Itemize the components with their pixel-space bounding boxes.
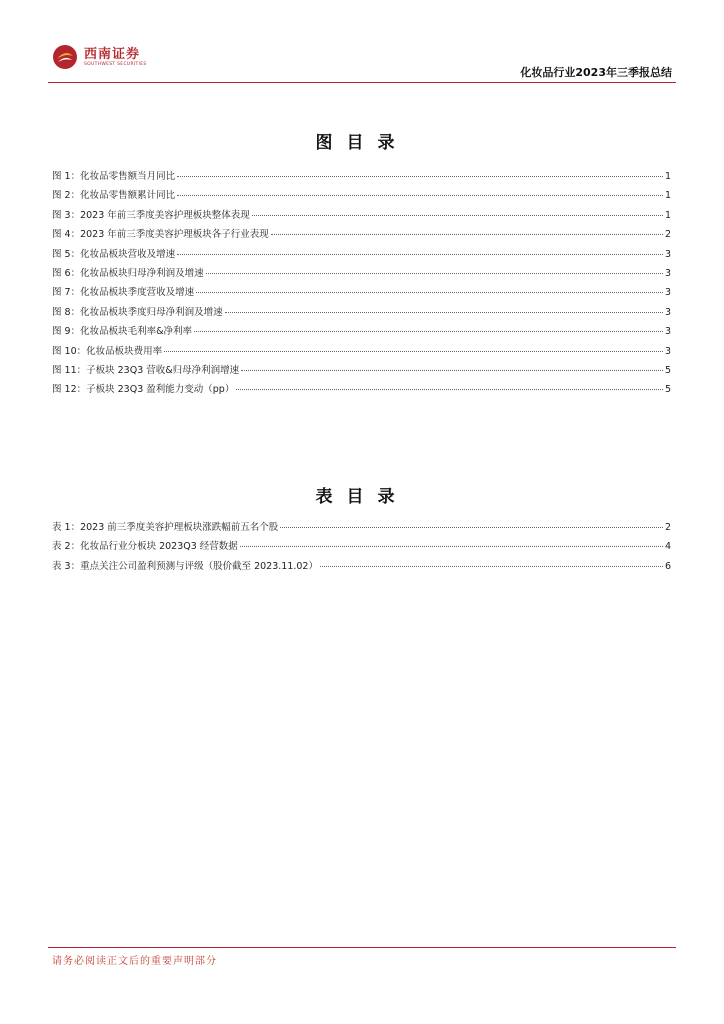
toc-leader-dots [164, 351, 663, 352]
toc-entry-page: 3 [664, 248, 671, 260]
toc-entry-page: 4 [664, 541, 671, 553]
toc-entry-label: 图 9：化妆品板块毛利率&净利率 [52, 326, 192, 338]
toc-entry-label: 图 11：子板块 23Q3 营收&归母净利润增速 [52, 364, 240, 376]
logo-chinese-name: 西南证券 [84, 46, 141, 62]
toc-leader-dots [177, 254, 663, 255]
toc-entry-label: 图 12：子板块 23Q3 盈利能力变动（pp） [52, 384, 235, 396]
toc-entry-page: 3 [664, 345, 671, 357]
logo-english-name: SOUTHWEST SECURITIES [84, 61, 147, 67]
toc-entry-page: 1 [664, 190, 671, 202]
toc-entry-page: 3 [664, 306, 671, 318]
toc-leader-dots [206, 273, 663, 274]
figure-toc-entry[interactable] [52, 246, 671, 265]
header-divider [48, 82, 676, 83]
figure-toc-entry[interactable] [52, 265, 671, 284]
figures-toc-list [52, 168, 671, 401]
toc-leader-dots [194, 331, 663, 332]
page-header [0, 0, 724, 84]
table-toc-entry[interactable] [52, 558, 671, 577]
toc-leader-dots [177, 195, 663, 196]
toc-entry-page: 6 [664, 560, 671, 572]
toc-entry-page: 3 [664, 326, 671, 338]
figure-toc-entry[interactable] [52, 168, 671, 187]
figure-toc-entry[interactable] [52, 226, 671, 245]
toc-entry-label: 图 6：化妆品板块归母净利润及增速 [52, 267, 204, 279]
toc-entry-label: 图 4：2023 年前三季度美容护理板块各子行业表现 [52, 229, 269, 241]
toc-leader-dots [225, 312, 663, 313]
figure-toc-entry[interactable] [52, 284, 671, 303]
toc-entry-label: 图 8：化妆品板块季度归母净利润及增速 [52, 306, 223, 318]
footer-disclaimer: 请务必阅读正文后的重要声明部分 [52, 956, 217, 967]
toc-leader-dots [240, 546, 663, 547]
toc-entry-page: 3 [664, 287, 671, 299]
toc-entry-page: 1 [664, 209, 671, 221]
toc-leader-dots [196, 292, 663, 293]
figure-toc-entry[interactable] [52, 381, 671, 400]
toc-leader-dots [271, 234, 663, 235]
toc-entry-label: 表 3：重点关注公司盈利预测与评级（股价截至 2023.11.02） [52, 560, 318, 572]
tables-toc-list [52, 519, 671, 577]
toc-leader-dots [241, 370, 663, 371]
toc-leader-dots [236, 389, 663, 390]
toc-entry-label: 图 5：化妆品板块营收及增速 [52, 248, 176, 260]
report-title: 化妆品行业2023年三季报总结 [520, 66, 672, 79]
toc-leader-dots [320, 566, 663, 567]
toc-entry-label: 图 1：化妆品零售额当月同比 [52, 171, 176, 182]
footer-divider [48, 947, 676, 948]
figure-toc-entry[interactable] [52, 362, 671, 381]
toc-entry-label: 表 2：化妆品行业分板块 2023Q3 经营数据 [52, 541, 238, 553]
toc-leader-dots [177, 176, 663, 177]
toc-entry-label: 图 10：化妆品板块费用率 [52, 345, 163, 357]
toc-entry-page: 2 [664, 229, 671, 241]
table-toc-entry[interactable] [52, 519, 671, 538]
tables-toc-title: 表目录 [315, 487, 409, 507]
toc-entry-page: 2 [664, 522, 671, 533]
figure-toc-entry[interactable] [52, 207, 671, 226]
toc-entry-label: 图 3：2023 年前三季度美容护理板块整体表现 [52, 209, 250, 221]
figure-toc-entry[interactable] [52, 187, 671, 206]
toc-leader-dots [280, 527, 663, 528]
figure-toc-entry[interactable] [52, 304, 671, 323]
toc-entry-page: 5 [664, 364, 671, 376]
figure-toc-entry[interactable] [52, 323, 671, 342]
toc-entry-page: 3 [664, 267, 671, 279]
figure-toc-entry[interactable] [52, 343, 671, 362]
toc-entry-label: 图 7：化妆品板块季度营收及增速 [52, 287, 195, 299]
company-logo [52, 44, 147, 70]
logo-emblem-icon [52, 44, 78, 70]
toc-entry-label: 表 1：2023 前三季度美容护理板块涨跌幅前五名个股 [52, 522, 279, 533]
toc-entry-label: 图 2：化妆品零售额累计同比 [52, 190, 176, 202]
table-toc-entry[interactable] [52, 538, 671, 557]
toc-entry-page: 1 [664, 171, 671, 182]
toc-leader-dots [252, 215, 663, 216]
toc-entry-page: 5 [664, 384, 671, 396]
figures-toc-title: 图目录 [315, 133, 409, 153]
